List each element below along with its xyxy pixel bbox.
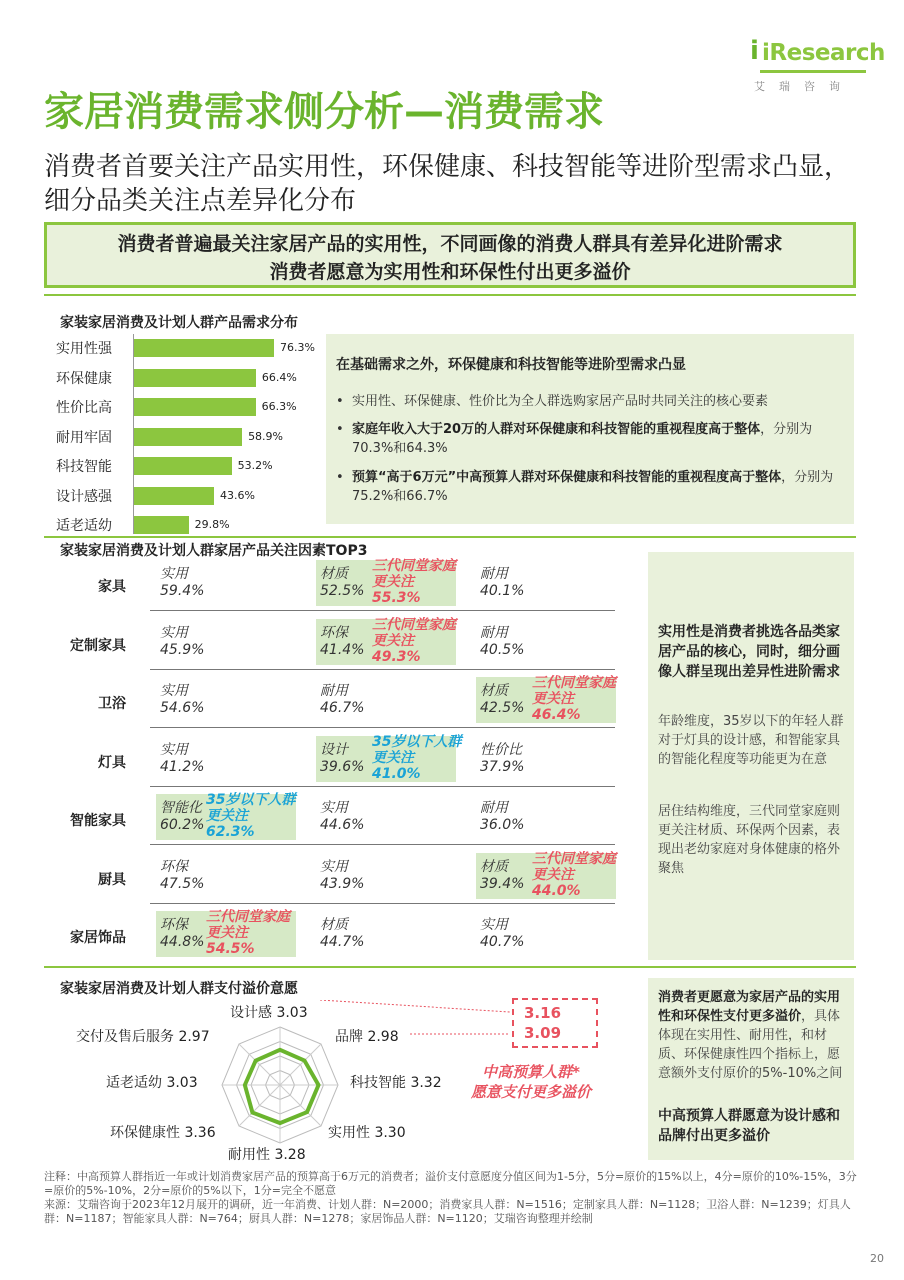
divider-mid [44,536,856,538]
factor-name: 环保 [160,917,188,933]
radar-label-eco: 环保健康性 3.36 [110,1125,216,1141]
factor-callout-l2: 更关注 [372,632,414,649]
bar-label: 性价比高 [56,400,112,416]
logo-underline [760,70,866,73]
highlight-brand: 3.09 [524,1024,562,1042]
premium-side-box [648,978,854,1160]
factor-callout-l1: 三代同堂家庭 [532,675,616,691]
factor-callout-l2: 更关注 [532,691,574,707]
logo-brand: iResearch [762,40,885,66]
factor-value: 52.5% [320,583,365,599]
premium-highlight-box [512,998,598,1048]
factor-value: 41.2% [160,758,205,775]
premium-side-h2: 中高预算人群愿意为设计感和品牌付出更多溢价 [658,1108,840,1144]
factor-callout-l1: 三代同堂家庭 [206,909,290,925]
factor-name: 实用 [320,800,348,816]
bullet-3-rest: ，分别为75.2%和66.7% [352,470,834,504]
factor-name: 耐用 [480,800,508,816]
radar-label-brand: 品牌 2.98 [335,1029,399,1045]
bar-label: 设计感强 [56,488,112,505]
bar-label: 适老适幼 [56,518,112,534]
factor-value: 40.1% [480,583,525,599]
bar-value: 66.3% [261,400,297,413]
factor-row-name: 家具 [98,579,126,595]
radar-label-design: 设计感 3.03 [230,1005,308,1021]
footnote-source: 来源：艾瑞咨询于2023年12月展开的调研，近一年消费、计划人群：N=2000；消费家具人群：N=1516；定制家具人群：N=1128；卫浴人群：N=1239；灯具人群：N=1187；智能家具人群：N=764；厨具人群：N=1278；家居饰品人群：N=1120；艾瑞咨询整理并绘制 [44,1198,851,1225]
factor-row-separator [150,903,615,904]
factor-name: 实用 [160,741,188,758]
factor-value: 54.6% [160,700,205,716]
bar [134,487,214,505]
bar-value: 58.9% [248,429,284,443]
factors-side-box [648,552,854,960]
banner-line-2: 消费者愿意为实用性和环保性付出更多溢价 [269,261,631,283]
factor-name: 耐用 [320,683,348,699]
factor-row-name: 灯具 [98,754,126,771]
factor-row-separator [150,786,615,787]
demand-chart-title: 家装家居消费及计划人群产品需求分布 [60,315,298,331]
logo-sub: 艾瑞咨询 [754,80,854,93]
factor-name: 实用 [320,858,348,875]
factor-name: 环保 [160,858,188,875]
factor-callout-l3: 55.3% [372,590,421,606]
premium-annotation [456,1062,606,1102]
factor-callout-l2: 更关注 [206,808,248,824]
bar [134,516,189,534]
factor-callout-l1: 三代同堂家庭 [532,850,616,867]
premium-side-p1 [658,988,846,1083]
demand-bullet-1 [336,392,852,411]
factor-callout-l1: 三代同堂家庭 [372,558,456,574]
bar-value: 53.2% [237,459,273,472]
factor-value: 47.5% [160,875,205,892]
radar-label-ageing: 适老适幼 3.03 [106,1075,198,1091]
factor-value: 44.7% [320,934,365,950]
factor-value: 60.2% [160,817,205,833]
bar-label: 实用性强 [56,341,112,357]
factor-callout-l2: 更关注 [532,866,574,883]
factor-callout-l2: 更关注 [206,925,248,941]
factor-callout-l1: 35岁以下人群 [206,792,296,808]
factor-callout-l3: 54.5% [206,941,255,957]
demand-note-box [326,334,854,524]
premium-title: 家装家居消费及计划人群支付溢价意愿 [60,981,298,997]
bullet-2-rest: ，分别为70.3%和64.3% [352,422,813,456]
factor-value: 46.7% [320,700,365,716]
bar [134,369,256,387]
factor-value: 40.7% [480,934,525,950]
factor-value: 45.9% [160,641,205,658]
bullet-1-text: 实用性、环保健康、性价比为全人群选购家居产品时共同关注的核心要素 [352,394,769,409]
radar-leader-lines [320,1000,520,1050]
factor-row-name: 定制家具 [70,637,126,654]
logo-i: i [750,36,759,66]
factor-name: 性价比 [480,741,522,758]
factor-callout-l2: 更关注 [372,749,414,766]
factor-name: 材质 [480,683,508,699]
bullet-3-bold: 预算“高于6万元”中高预算人群对环保健康和科技智能的重视程度高于整体 [352,470,782,485]
divider-top [44,294,856,296]
bar-axis [133,334,134,534]
divider-bottom [44,966,856,968]
factor-row-name: 家居饰品 [70,930,126,946]
factor-value: 44.8% [160,934,205,950]
factor-row-separator [150,669,615,670]
factor-value: 42.5% [480,700,525,716]
bar [134,398,256,416]
factor-value: 59.4% [160,583,205,599]
demand-bullet-2 [336,420,852,458]
factor-callout-l3: 46.4% [532,707,581,723]
factor-name: 实用 [160,683,188,699]
footnote [44,1170,864,1226]
factor-row-name: 厨具 [98,871,126,888]
factor-name: 耐用 [480,624,508,641]
page-title: 家居消费需求侧分析—消费需求 [44,89,604,135]
bar-label: 环保健康 [56,370,112,387]
factor-callout-l3: 44.0% [532,882,581,899]
factor-name: 环保 [320,624,348,641]
bar-value: 29.8% [194,518,230,531]
factor-value: 43.9% [320,875,365,892]
annotation-line-1: 中高预算人群* [482,1063,580,1081]
factor-row-separator [150,727,615,728]
factor-callout-l1: 35岁以下人群 [372,733,462,750]
demand-note-heading: 在基础需求之外，环保健康和科技智能等进阶型需求凸显 [336,357,686,373]
factor-value: 36.0% [480,817,525,833]
bar-label: 耐用牢固 [56,429,112,446]
factor-callout-l3: 41.0% [372,765,421,782]
factor-value: 44.6% [320,817,365,833]
bar-label: 科技智能 [56,459,112,475]
factor-value: 37.9% [480,758,525,775]
bar [134,428,242,446]
factor-row-name: 智能家具 [70,813,126,829]
factor-row-separator [150,844,615,845]
highlight-design: 3.16 [524,1004,562,1022]
factor-name: 耐用 [480,566,508,582]
factor-row-name: 卫浴 [98,696,126,712]
factor-name: 材质 [320,566,348,582]
premium-side-h1: 消费者更愿意为家居产品的实用性和环保性支付更多溢价 [658,990,841,1024]
banner-line-1: 消费者普遍最关注家居产品的实用性，不同画像的消费人群具有差异化进阶需求 [117,233,783,255]
factors-side-heading: 实用性是消费者挑选各品类家居产品的核心，同时，细分画像人群呈现出差异性进阶需求 [658,624,840,680]
radar-label-practical: 实用性 3.30 [328,1125,406,1141]
factor-value: 39.6% [320,758,365,775]
key-finding-banner [44,222,856,288]
factor-value: 40.5% [480,641,525,658]
factor-callout-l3: 62.3% [206,824,255,840]
bar [134,339,274,357]
footnote-note: 注释：中高预算人群指近一年或计划消费家居产品的预算高于6万元的消费者；溢价支付意愿度分值区间为1-5分，5分=原价的15%以上，4分=原价的10%-15%，3分=原价的5%-10%，2分=原价的5%以下，1分=完全不愿意 [44,1170,857,1197]
factor-value: 41.4% [320,641,365,658]
bar-value: 43.6% [220,488,255,502]
iresearch-logo [750,36,885,96]
factor-callout-l2: 更关注 [372,574,414,590]
factor-callout-l1: 三代同堂家庭 [372,616,456,633]
factors-side-p1: 年龄维度，35岁以下的年轻人群对于灯具的设计感，和智能家具的智能化程度等功能更为在意 [658,714,844,767]
annotation-line-2: 愿意支付更多溢价 [470,1083,591,1101]
factor-name: 材质 [320,917,348,933]
factor-callout-l3: 49.3% [372,648,421,665]
factor-name: 实用 [160,624,188,641]
factor-name: 材质 [480,858,508,875]
factor-value: 39.4% [480,875,525,892]
premium-side-rest: ，具体体现在实用性、耐用性，和材质、环保健康性四个指标上，愿意额外支付原价的5%-10%之间 [658,1009,843,1081]
factor-name: 智能化 [160,800,202,816]
page-number: 20 [870,1252,884,1265]
factor-name: 实用 [480,917,508,933]
factor-name: 设计 [320,741,348,758]
factor-row-separator [150,610,615,611]
page-subtitle: 消费者首要关注产品实用性，环保健康、科技智能等进阶型需求凸显，细分品类关注点差异化分布 [44,152,851,216]
bar [134,457,232,475]
bar-value: 76.3% [280,341,315,354]
factors-side-p2: 居住结构维度，三代同堂家庭则更关注材质、环保两个因素，表现出老幼家庭对身体健康的格外聚焦 [658,804,841,876]
bar-value: 66.4% [261,370,297,384]
bullet-2-bold: 家庭年收入大于20万的人群对环保健康和科技智能的重视程度高于整体 [352,422,761,437]
radar-label-tech: 科技智能 3.32 [350,1075,442,1091]
factors-title: 家装家居消费及计划人群家居产品关注因素TOP3 [60,543,368,559]
radar-label-delivery: 交付及售后服务 2.97 [76,1029,210,1045]
radar-label-durable: 耐用性 3.28 [228,1147,306,1163]
demand-bullet-3 [336,468,852,506]
factor-name: 实用 [160,566,188,582]
